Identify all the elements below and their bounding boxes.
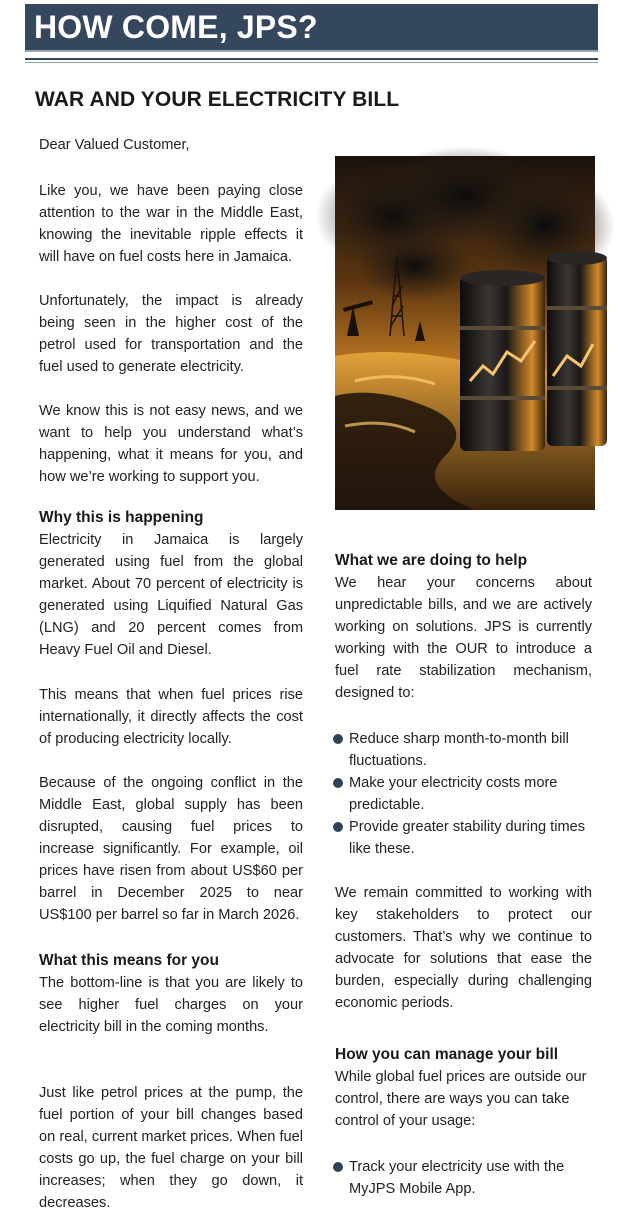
- oil-barrels-illustration: [335, 156, 595, 510]
- manage-bullet-1: [335, 1156, 592, 1200]
- barrel-left: [460, 270, 545, 451]
- means-paragraph-2-block: [39, 1082, 303, 1214]
- why-paragraph-3: Because of the ongoing conflict in the Middle East, global supply has been disrupted, causing fuel prices to increase significantly. For example, oil prices have risen from about US$60 per barrel in December 2025 to near US$100 per barrel so far in March 2026.: [39, 775, 303, 923]
- why-section: [39, 507, 303, 661]
- doing-bullet-3: [335, 816, 592, 860]
- why-heading: Why this is happening: [39, 509, 204, 526]
- masthead-divider-thin: [25, 62, 598, 63]
- salutation-block: [39, 134, 303, 156]
- barrel-right: [547, 251, 607, 446]
- masthead-divider: [25, 58, 598, 60]
- means-paragraph-2: Just like petrol prices at the pump, the fuel portion of your bill changes based on real, current market prices. When fuel costs go up, the fuel charge on your bill increases; when they go down, it decreases.: [39, 1085, 303, 1211]
- doing-closing: We remain committed to working with key stakeholders to protect our customers. That’s why we continue to advocate for solutions that ease the burden, especially during challenging economic periods.: [335, 885, 592, 1011]
- doing-section: [335, 550, 592, 704]
- manage-bullet-list: [335, 1156, 592, 1200]
- doing-bullet-3-text: Provide greater stability during times like these.: [349, 819, 586, 857]
- manage-intro: While global fuel prices are outside our control, there are ways you can take control of your usage:: [335, 1069, 587, 1129]
- masthead-title: HOW COME, JPS?: [34, 9, 318, 45]
- doing-bullet-2-text: Make your electricity costs more predictable.: [349, 775, 558, 813]
- why-paragraph-1: Electricity in Jamaica is largely generated using fuel from the global market. About 70 percent of electricity is generated using Liquified Natural Gas (LNG) and 20 percent comes from Heavy Fuel Oil and Diesel.: [39, 532, 303, 658]
- intro-text-1: Like you, we have been paying close attention to the war in the Middle East, knowing the inevitable ripple effects it will have on fuel costs here in Jamaica.: [39, 183, 303, 265]
- why-paragraph-2-block: [39, 684, 303, 750]
- manage-bullet-1-text: Track your electricity use with the MyJPS Mobile App.: [349, 1159, 565, 1197]
- doing-closing-block: [335, 882, 592, 1014]
- intro-text-3: We know this is not easy news, and we want to help you understand what’s happening, what it means for you, and how we’re working to support you.: [39, 403, 303, 485]
- masthead-banner: [25, 4, 598, 52]
- doing-heading: What we are doing to help: [335, 552, 528, 569]
- intro-paragraph-1: [39, 180, 303, 268]
- manage-heading: How you can manage your bill: [335, 1046, 559, 1063]
- bullet-dot-icon: [333, 822, 343, 832]
- doing-bullet-list: [335, 728, 592, 860]
- why-paragraph-3-block: [39, 772, 303, 926]
- bullet-dot-icon: [333, 1162, 343, 1172]
- doing-intro: We hear your concerns about unpredictable bills, and we are actively working on solutions. JPS is currently working with the OUR to introduce a fuel rate stabilization mechanism, designed to:: [335, 575, 592, 701]
- doing-bullet-1: [335, 728, 592, 772]
- intro-text-2: Unfortunately, the impact is already being seen in the higher cost of the petrol used for transportation and the fuel used to generate electricity.: [39, 293, 303, 375]
- bullet-dot-icon: [333, 778, 343, 788]
- doing-bullet-2: [335, 772, 592, 816]
- means-section: [39, 950, 303, 1038]
- means-paragraph-1: The bottom-line is that you are likely to see higher fuel charges on your electricity bill in the coming months.: [39, 975, 303, 1035]
- salutation: Dear Valued Customer,: [39, 137, 190, 153]
- bullet-dot-icon: [333, 734, 343, 744]
- means-heading: What this means for you: [39, 952, 219, 969]
- why-paragraph-2: This means that when fuel prices rise internationally, it directly affects the cost of producing electricity locally.: [39, 687, 303, 747]
- intro-paragraph-2: [39, 290, 303, 378]
- oil-barrels-photo: [335, 156, 595, 510]
- article-headline: WAR AND YOUR ELECTRICITY BILL: [35, 88, 400, 111]
- intro-paragraph-3: [39, 400, 303, 488]
- doing-bullet-1-text: Reduce sharp month-to-month bill fluctuations.: [349, 731, 569, 769]
- manage-section: [335, 1044, 592, 1132]
